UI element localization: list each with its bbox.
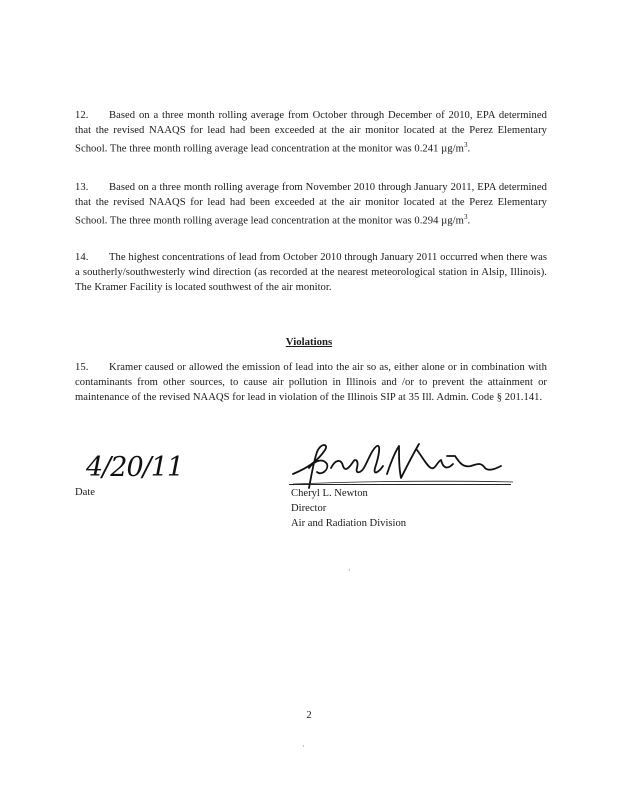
paragraph-13: [75, 180, 547, 229]
paragraph-end: .: [467, 143, 471, 155]
page-number: 2: [306, 710, 312, 721]
signatory-title: Director: [291, 503, 327, 514]
violations-heading: Violations: [285, 336, 333, 348]
paragraph-text: Based on a three month rolling average from November 2010 through January 2011, EPA determined that the revised NAAQS for lead had been exceeded at the air monitor located at the Perez Elementary School. The three month rolling average lead concentration at the monitor was 0.294 µg/m: [75, 182, 547, 227]
signatory-name: Cheryl L. Newton: [291, 488, 368, 499]
paragraph-14: [75, 250, 547, 295]
date-label: Date: [75, 487, 95, 498]
signature-line: [289, 484, 511, 485]
unit-superscript: 3: [463, 141, 468, 149]
paragraph-end: .: [467, 215, 471, 227]
paragraph-number: 12.: [75, 110, 89, 121]
scan-speck: ·: [348, 566, 351, 575]
paragraph-number: 13.: [75, 182, 89, 193]
paragraph-number: 14.: [75, 252, 89, 263]
handwritten-date: 4/20/11: [86, 452, 184, 483]
paragraph-number: 15.: [75, 362, 89, 373]
signatory-block: [291, 486, 406, 531]
unit-superscript: 3: [463, 213, 468, 221]
paragraph-text: Based on a three month rolling average from October through December of 2010, EPA determined that the revised NAAQS for lead had been exceeded at the air monitor located at the Perez Elementary School. The three month rolling average lead concentration at the monitor was 0.241 µg/m: [75, 110, 547, 155]
scan-speck: ·: [302, 742, 305, 751]
paragraph-text: Kramer caused or allowed the emission of lead into the air so as, either alone or in combination with contaminants from other sources, to cause air pollution in Illinois and /or to prevent the attainment or maintenance of the revised NAAQS for lead in violation of the Illinois SIP at 35 Ill. Admin. Code § 201.141.: [75, 362, 547, 403]
paragraph-text: The highest concentrations of lead from October 2010 through January 2011 occurred when there was a southerly/southwesterly wind direction (as recorded at the nearest meteorological station in Alsip, Illinois). The Kramer Facility is located southwest of the air monitor.: [75, 252, 547, 293]
paragraph-15: [75, 360, 547, 405]
paragraph-12: [75, 108, 547, 157]
signatory-division: Air and Radiation Division: [291, 518, 407, 529]
